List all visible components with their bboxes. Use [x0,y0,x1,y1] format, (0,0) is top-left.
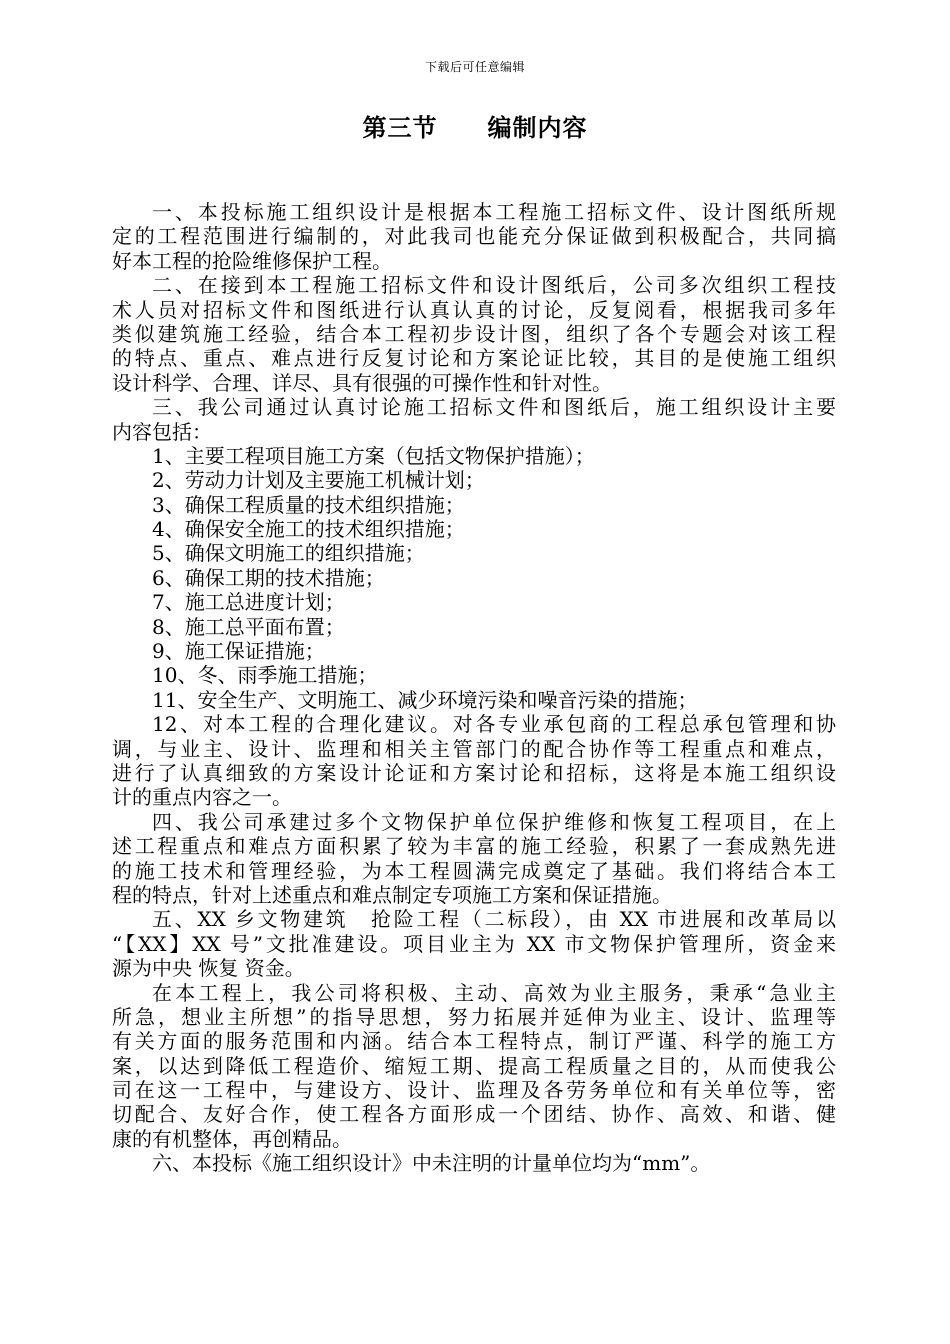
paragraph-line: 调，与业主、设计、监理和相关主管部门的配合协作等工程重点和难点， [112,736,836,761]
paragraph-line: 六、本投标《施工组织设计》中未注明的计量单位均为“mm”。 [152,1151,711,1176]
paragraph-line: 计的重点内容之一。 [112,785,292,810]
paragraph-line: 11、安全生产、文明施工、减少环境污染和噪音污染的措施； [152,687,698,712]
paragraph-line: 康的有机整体，再创精品。 [112,1126,352,1151]
page-header-note: 下载后可任意编辑 [424,60,525,74]
paragraph-line: 在本工程上，我公司将积极、主动、高效为业主服务，秉承“急业主 [152,980,836,1005]
paragraph-line: 述工程重点和难点方面积累了较为丰富的施工经验，积累了一套成熟先进 [112,834,836,859]
paragraph-line: 一、本投标施工组织设计是根据本工程施工招标文件、设计图纸所规 [152,200,836,224]
paragraph-line: 4、确保安全施工的技术组织措施； [152,517,465,542]
paragraph-line: 8、施工总平面布置； [152,614,345,639]
paragraph-line: 源为中央 恢复 资金。 [112,956,305,981]
paragraph-line: 程的特点，针对上述重点和难点制定专项施工方案和保证措施。 [112,882,672,907]
paragraph-line: 7、施工总进度计划； [152,590,345,615]
paragraph-line: 6、确保工期的技术措施； [152,565,385,590]
paragraph-line: 设计科学、合理、详尽、具有很强的可操作性和针对性。 [112,370,612,395]
paragraph-line: 进行了认真细致的方案设计论证和方案讨论和招标，这将是本施工组织设 [112,760,836,785]
paragraph-line: 五、XX 乡文物建筑 抢险工程（二标段），由 XX 市进展和改革局以 [152,907,836,932]
paragraph-line: 内容包括： [112,419,212,444]
paragraph-line: 3、确保工程质量的技术组织措施； [152,492,465,517]
paragraph-line: 的施工技术和管理经验，为本工程圆满完成奠定了基础。我们将结合本工 [112,858,836,883]
paragraph-line: 三、我公司通过认真讨论施工招标文件和图纸后，施工组织设计主要 [152,395,836,420]
paragraph-line: 12、对本工程的合理化建议。对各专业承包商的工程总承包管理和协 [152,712,836,737]
paragraph-line: 术人员对招标文件和图纸进行认真认真的讨论，反复阅看，根据我司多年 [112,297,836,322]
paragraph-line: 10、冬、雨季施工措施； [152,663,378,688]
paragraph-line: “【XX】XX 号”文批准建设。项目业主为 XX 市文物保护管理所，资金来 [112,931,836,956]
paragraph-line: 有关方面的服务范围和内涵。结合本工程特点，制订严谨、科学的施工方 [112,1029,836,1054]
body-text [112,200,836,1176]
paragraph-line: 案，以达到降低工程造价、缩短工期、提高工程质量之目的，从而使我公 [112,1053,836,1078]
paragraph-line: 定的工程范围进行编制的，对此我司也能充分保证做到积极配合，共同搞 [112,224,836,249]
paragraph-line: 的特点、重点、难点进行反复讨论和方案论证比较，其目的是使施工组织 [112,346,836,371]
paragraph-line: 司在这一工程中，与建设方、设计、监理及各劳务单位和有关单位等，密 [112,1078,836,1103]
paragraph-line: 5、确保文明施工的组织措施； [152,541,425,566]
paragraph-line: 二、在接到本工程施工招标文件和设计图纸后，公司多次组织工程技 [152,273,836,298]
paragraph-line: 9、施工保证措施； [152,639,325,664]
section-title: 第三节 编制内容 [362,114,588,142]
paragraph-line: 四、我公司承建过多个文物保护单位保护维修和恢复工程项目，在上 [152,809,836,834]
paragraph-line: 1、主要工程项目施工方案（包括文物保护措施）； [152,443,595,468]
paragraph-line: 好本工程的抢险维修保护工程。 [112,248,392,273]
paragraph-line: 切配合、友好合作，使工程各方面形成一个团结、协作、高效、和谐、健 [112,1102,836,1127]
paragraph-line: 类似建筑施工经验，结合本工程初步设计图，组织了各个专题会对该工程 [112,321,836,346]
paragraph-line: 2、劳动力计划及主要施工机械计划； [152,468,485,493]
paragraph-line: 所急，想业主所想”的指导思想，努力拓展并延伸为业主、设计、监理等 [112,1004,836,1029]
